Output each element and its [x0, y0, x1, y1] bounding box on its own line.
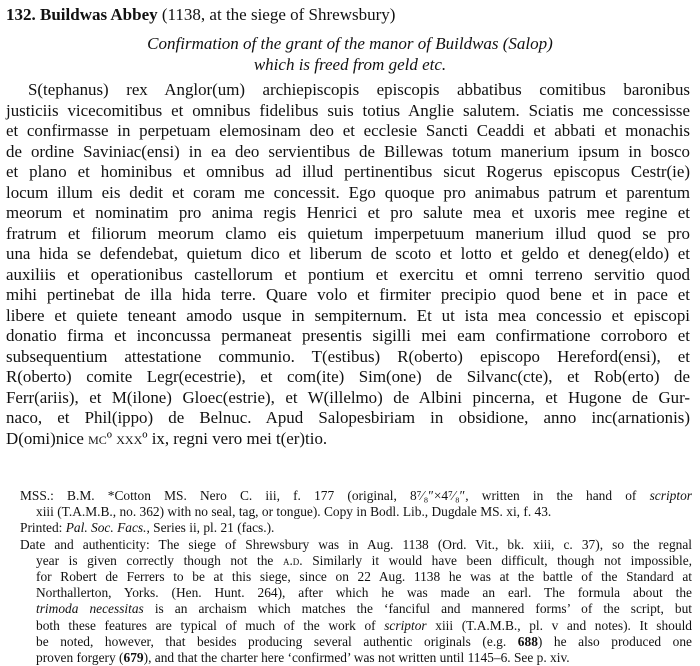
charter-line: fratrum et filiorum meorum clamo eis quietum imperpetuum manerium illud quod se pro [6, 223, 690, 243]
charter-line: donatio firma et inconcussa permaneat presentis sigilli mei eam confirmatione corroboro et [6, 326, 690, 345]
note-frag: a.d. [282, 552, 303, 568]
charter-line: S(tephanus) rex Anglor(um) archiepiscopis episcopis abbatibus comitibus baronibus [28, 80, 690, 99]
note-date-line: Date and authenticity: The siege of Shrewsbury was in Aug. 1138 (Ord. Vit., bk. xiii, c. 37), so the regnal [20, 536, 692, 552]
dating-suffix: º ix, regni vero mei t(er)tio. [142, 428, 328, 448]
charter-line: R(oberto) comite Legr(ecestrie), et com(ite) Sim(one) de Silvanc(cte), et Rob(erto) de [6, 367, 690, 386]
note-frag: 679 [123, 650, 144, 666]
note-frag: is an archaism which matches the ‘fanciful and mannered forms’ of the script, but [143, 601, 692, 617]
note-frag: scriptor [384, 617, 427, 633]
note-frag: year is given correctly though not the [36, 552, 283, 568]
note-date-line [20, 553, 692, 569]
entry-heading [6, 5, 395, 25]
mss-italic: scriptor [649, 488, 692, 503]
charter-line: meorum et nominatim pro anima regis Henrici et pro salute mea et uxoris mee regine et [6, 203, 690, 222]
charter-line: Ferr(ariis), et M(ilone) Gloec(estrie), et W(illelmo) de Albini pincerna, et Hugone de Gur- [6, 387, 690, 407]
note-frag: both these features are typical of much of the work of [36, 617, 385, 633]
note-frag: ), and that the charter here ‘confirmed’ was not written until 1145–6. See p. xiv. [143, 650, 570, 666]
note-frag: 688 [517, 633, 538, 649]
abbey-name: Buildwas Abbey [40, 5, 158, 24]
charter-line: auxiliis et operationibus castellorum et pontium et exercitu et omni terreno servitio quod [6, 264, 690, 284]
charter-line: subsequentium attestatione communio. T(estibus) R(oberto) episcopo Hereford(ensi), et [6, 346, 690, 366]
dating-year-sc: mc [88, 428, 107, 448]
printed-label: Printed: [20, 520, 66, 536]
note-frag: xiii (T.A.M.B., pl. v and notes). It should [426, 617, 692, 633]
note-printed [20, 520, 692, 536]
note-mss-cont: xiii (T.A.M.B., no. 362) with no seal, tag, or tongue). Copy in Bodl. Lib., Dugdale MS. xi, f. 43. [36, 504, 552, 520]
charter-line: una hida se defendebat, quietum dico et liberum de scoto et lotto et geldo et deneg(eldo) et [6, 244, 690, 263]
subtitle-line: which is freed from geld etc. [253, 55, 447, 74]
mss-text: MSS.: B.M. *Cotton MS. Nero C. iii, f. 177 (original, 8⁷⁄₈″×4⁷⁄₈″, written in the hand of [20, 488, 650, 503]
note-date-line [20, 650, 692, 666]
charter-line: naco, et Phil(ippo) de Belnuc. Apud Salopesbiriam in obsidione, anno inc(arnationis) [6, 408, 690, 427]
charter-line: locum illum eis dedit et coram me concessit. Ego quoque pro animabus patrum et parentum [6, 182, 690, 202]
dating-year-sc2: xxx [116, 428, 143, 448]
note-frag: be noted, however, that besides producing several authentic originals (e.g. [36, 633, 518, 649]
entry-number: 132. [6, 5, 36, 24]
printed-italic: Pal. Soc. Facs. [65, 520, 147, 536]
printed-rest: , Series ii, pl. 21 (facs.). [146, 520, 275, 536]
entry-context: (1138, at the siege of Shrewsbury) [161, 5, 396, 24]
note-frag: trimoda necessitas [36, 601, 144, 617]
entry-subtitle [0, 33, 700, 75]
charter-line: et plano et hominibus et omnibus ad illud pertinentibus sicut Rogerus episcopus Cestr(ie) [6, 162, 690, 181]
note-mss [20, 488, 692, 504]
note-date-line [20, 601, 692, 617]
note-date-line [20, 634, 692, 650]
charter-line: justiciis vicecomitibus et omnibus fidelibus suis totius Anglie salutem. Sciatis me concessisse [6, 100, 690, 120]
note-frag: ) he also produced one [537, 633, 692, 649]
note-date-line: for Robert de Ferrers to be at this siege, since on 22 Aug. 1138 he was at the battle of the Standard at [36, 569, 692, 585]
editorial-notes [20, 488, 692, 666]
charter-text [6, 80, 690, 449]
note-frag: Similarly it would have been difficult, though not impossible, [302, 552, 693, 568]
dating-prefix: D(omi)nice [6, 428, 89, 448]
charter-line: mihi pertinebat de illa hida terre. Quare volo et firmiter precipio quod bene et in pace et [6, 285, 690, 304]
note-date-line: Northallerton, Yorks. (Hen. Hunt. 264), after which he was made an earl. The formula about the [36, 585, 692, 601]
subtitle-line: Confirmation of the grant of the manor of Buildwas (Salop) [147, 34, 553, 53]
charter-line: libere et quiete teneant amodo usque in sempiternum. Et ut ista mea concessio et episcopi [6, 305, 690, 325]
dating-mid: º [106, 428, 117, 448]
charter-line: et confirmasse in perpetuam elemosinam deo et ecclesie Sancti Ceaddi et abbati et monachis [6, 121, 690, 140]
charter-line-final [6, 429, 690, 450]
charter-line: de ordine Saviniac(ensi) in ea deo servientibus de Billewas totum manerium ipsum in bosco [6, 141, 690, 161]
note-frag: proven forgery ( [36, 650, 124, 666]
